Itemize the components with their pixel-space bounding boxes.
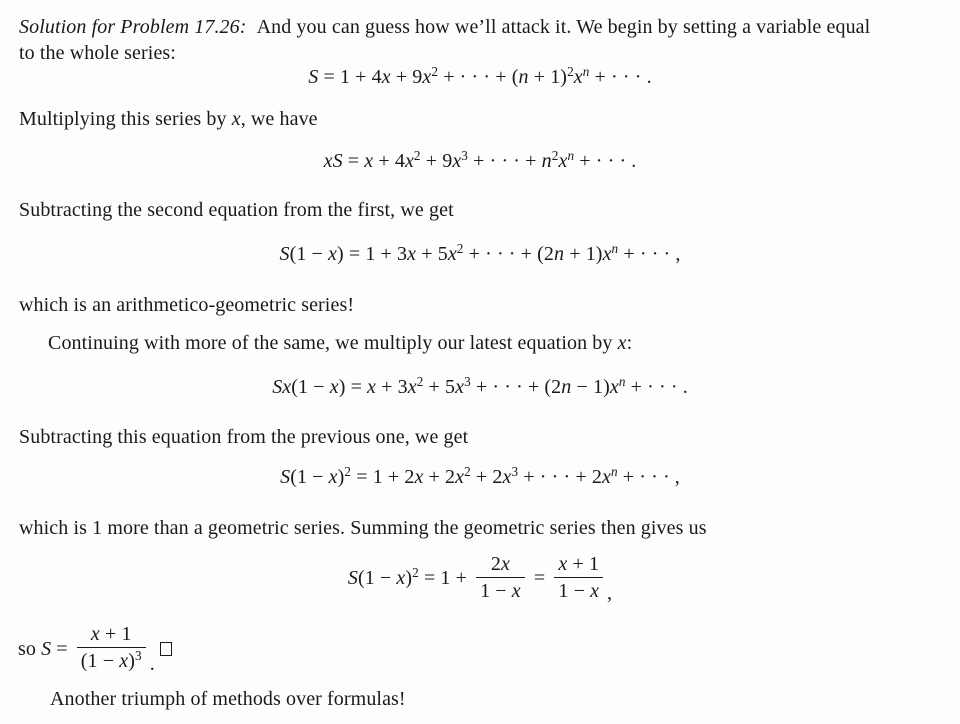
fraction bbox=[554, 552, 603, 603]
equation-summed-fractions bbox=[0, 554, 960, 605]
text-segment: x bbox=[328, 466, 338, 488]
text-segment: + · · · + bbox=[468, 150, 542, 172]
equation-xS-series bbox=[0, 148, 960, 176]
solution-intro-paragraph bbox=[19, 14, 947, 66]
text-segment: n bbox=[554, 243, 565, 265]
fraction-denominator bbox=[554, 578, 603, 603]
text-segment: + 1) bbox=[564, 243, 603, 265]
equation-S-one-minus-x bbox=[0, 241, 960, 269]
fraction-denominator bbox=[77, 648, 146, 675]
text-segment: to the whole series: bbox=[19, 42, 176, 64]
text-segment: 3 bbox=[135, 647, 142, 663]
fraction bbox=[77, 622, 146, 675]
text-segment: 2 bbox=[567, 63, 574, 79]
text-segment: x bbox=[414, 466, 424, 488]
fraction-numerator bbox=[554, 552, 603, 578]
text-segment: (1 − bbox=[80, 650, 120, 672]
text-segment: + · · · . bbox=[625, 376, 688, 398]
text-segment: + 1 bbox=[99, 623, 132, 645]
text-segment: x bbox=[602, 243, 612, 265]
text-segment: S bbox=[41, 638, 52, 661]
text-segment: + · · · . bbox=[574, 150, 637, 172]
text-segment: x bbox=[367, 376, 377, 398]
text-segment: + 3 bbox=[376, 376, 408, 398]
fraction bbox=[476, 552, 525, 603]
text-segment: x bbox=[455, 376, 465, 398]
fraction-numerator bbox=[77, 622, 146, 648]
text-segment: ) bbox=[128, 650, 135, 672]
text-segment: (1 − bbox=[289, 243, 329, 265]
text-segment: x bbox=[609, 376, 619, 398]
text-segment: + · · · , bbox=[618, 243, 681, 265]
text-segment: 2 bbox=[412, 564, 419, 580]
text-segment: + · · · + (2 bbox=[470, 376, 562, 398]
text-segment: 3 bbox=[511, 463, 519, 479]
text-segment: x bbox=[558, 553, 568, 575]
text-segment: + · · · , bbox=[617, 466, 680, 488]
text-segment: x bbox=[590, 580, 600, 602]
text-segment: which is 1 more than a geometric series. Summing the geometric series then gives us bbox=[19, 517, 707, 539]
text-segment: S bbox=[280, 466, 291, 488]
text-segment: x bbox=[407, 243, 417, 265]
text-segment: n bbox=[610, 463, 618, 479]
text-segment: x bbox=[396, 567, 406, 590]
text-segment: n bbox=[611, 240, 619, 256]
text-segment: x bbox=[404, 150, 414, 172]
text-segment: . bbox=[149, 653, 155, 676]
final-answer-line bbox=[18, 624, 172, 677]
text-segment: 1 − bbox=[480, 580, 512, 602]
text-segment: + · · · + 2 bbox=[518, 466, 602, 488]
text-segment: + 1 bbox=[567, 553, 600, 575]
text-segment: x bbox=[407, 376, 417, 398]
text-segment: (1 − bbox=[357, 567, 397, 590]
fraction-denominator bbox=[476, 578, 525, 603]
text-segment: + 1) bbox=[528, 66, 568, 88]
text-segment: 3 bbox=[464, 373, 471, 389]
text-segment: = bbox=[342, 150, 365, 172]
text-segment: x bbox=[455, 466, 465, 488]
text-segment: (1 − bbox=[291, 376, 330, 398]
arithmetico-geometric-paragraph bbox=[19, 292, 354, 318]
text-segment: 2 bbox=[551, 147, 559, 163]
text-segment: + 9 bbox=[390, 66, 423, 88]
equation-Sx-one-minus-x bbox=[0, 374, 960, 402]
text-segment: − 1) bbox=[571, 376, 610, 398]
text-segment: , we have bbox=[240, 108, 318, 130]
text-segment: + 5 bbox=[423, 376, 456, 398]
text-segment: 2 bbox=[416, 373, 424, 389]
text-segment: + 2 bbox=[470, 466, 503, 488]
text-segment: x bbox=[511, 580, 521, 602]
text-segment: S bbox=[308, 66, 319, 88]
text-segment: = bbox=[528, 567, 551, 590]
text-segment: , bbox=[607, 582, 613, 605]
text-segment: : bbox=[626, 332, 633, 354]
text-segment: + 2 bbox=[423, 466, 456, 488]
text-segment: + 5 bbox=[416, 243, 448, 265]
text-segment: ) bbox=[405, 567, 413, 590]
equation-series-definition bbox=[0, 64, 960, 92]
text-segment: n bbox=[582, 63, 590, 79]
text-segment: x bbox=[422, 66, 432, 88]
qed-square-icon bbox=[160, 642, 172, 656]
text-segment: x bbox=[231, 108, 241, 130]
text-segment: x bbox=[90, 623, 100, 645]
text-segment: x bbox=[119, 650, 129, 672]
text-segment: ) bbox=[337, 466, 345, 488]
text-segment: + 4 bbox=[373, 150, 405, 172]
multiply-by-x-paragraph bbox=[19, 106, 318, 132]
text-segment: = bbox=[51, 638, 73, 661]
text-segment: ) = bbox=[338, 376, 368, 398]
text-segment: xS bbox=[323, 150, 343, 172]
text-segment: x bbox=[502, 466, 512, 488]
text-segment: 2 bbox=[431, 63, 439, 79]
text-segment: x bbox=[364, 150, 374, 172]
text-segment: = 1 + bbox=[418, 567, 473, 590]
text-segment: + · · · + ( bbox=[438, 66, 519, 88]
text-segment: 2 bbox=[413, 147, 421, 163]
text-segment: which is an arithmetico-geometric series! bbox=[19, 294, 355, 316]
text-segment: Multiplying this series by bbox=[19, 108, 232, 130]
text-segment: S bbox=[279, 243, 290, 265]
text-segment: x bbox=[452, 150, 462, 172]
text-segment: + · · · + (2 bbox=[463, 243, 554, 265]
text-segment: n bbox=[618, 373, 626, 389]
text-segment: Continuing with more of the same, we multiply our latest equation by bbox=[48, 332, 618, 354]
text-segment: (1 − bbox=[290, 466, 329, 488]
text-segment: n bbox=[561, 376, 572, 398]
text-segment: 2 bbox=[490, 553, 501, 575]
text-segment: x bbox=[601, 466, 611, 488]
text-segment: 3 bbox=[461, 147, 468, 163]
text-segment: so bbox=[18, 638, 42, 661]
text-segment: = 1 + 4 bbox=[318, 66, 382, 88]
text-segment: x bbox=[558, 150, 568, 172]
text-segment: x bbox=[617, 332, 627, 354]
text-segment: 2 bbox=[464, 463, 471, 479]
text-segment: ) = 1 + 3 bbox=[337, 243, 408, 265]
text-segment: x bbox=[447, 243, 457, 265]
subtract-previous-paragraph bbox=[19, 424, 468, 450]
text-segment: n bbox=[567, 147, 575, 163]
text-segment: + 9 bbox=[420, 150, 453, 172]
text-segment: 1 − bbox=[558, 580, 591, 602]
text-segment: x bbox=[329, 376, 339, 398]
text-segment: 2 bbox=[344, 463, 352, 479]
text-segment: Another triumph of methods over formulas! bbox=[50, 688, 406, 710]
text-segment: 2 bbox=[456, 240, 464, 256]
text-segment: x bbox=[501, 553, 510, 575]
text-segment: x bbox=[328, 243, 338, 265]
text-segment: Subtracting this equation from the previous one, we get bbox=[19, 426, 469, 448]
text-segment: + · · · . bbox=[589, 66, 652, 88]
text-segment: n bbox=[541, 150, 552, 172]
subtract-second-paragraph bbox=[19, 197, 454, 223]
text-segment: Sx bbox=[272, 376, 292, 398]
text-segment: = 1 + 2 bbox=[351, 466, 415, 488]
closing-remark-paragraph bbox=[50, 686, 406, 712]
text-segment: Subtracting the second equation from the first, we get bbox=[19, 199, 454, 221]
text-segment: S bbox=[347, 567, 358, 590]
geometric-series-paragraph bbox=[19, 515, 707, 541]
text-segment: Solution for Problem 17.26: bbox=[19, 16, 247, 38]
text-segment: n bbox=[518, 66, 529, 88]
text-segment: x bbox=[381, 66, 391, 88]
text-segment: x bbox=[573, 66, 583, 88]
fraction-numerator bbox=[476, 552, 525, 578]
continuing-paragraph bbox=[48, 330, 632, 356]
equation-S-one-minus-x-squared bbox=[0, 464, 960, 492]
text-segment: And you can guess how we’ll attack it. We begin by setting a variable equal bbox=[246, 16, 871, 38]
